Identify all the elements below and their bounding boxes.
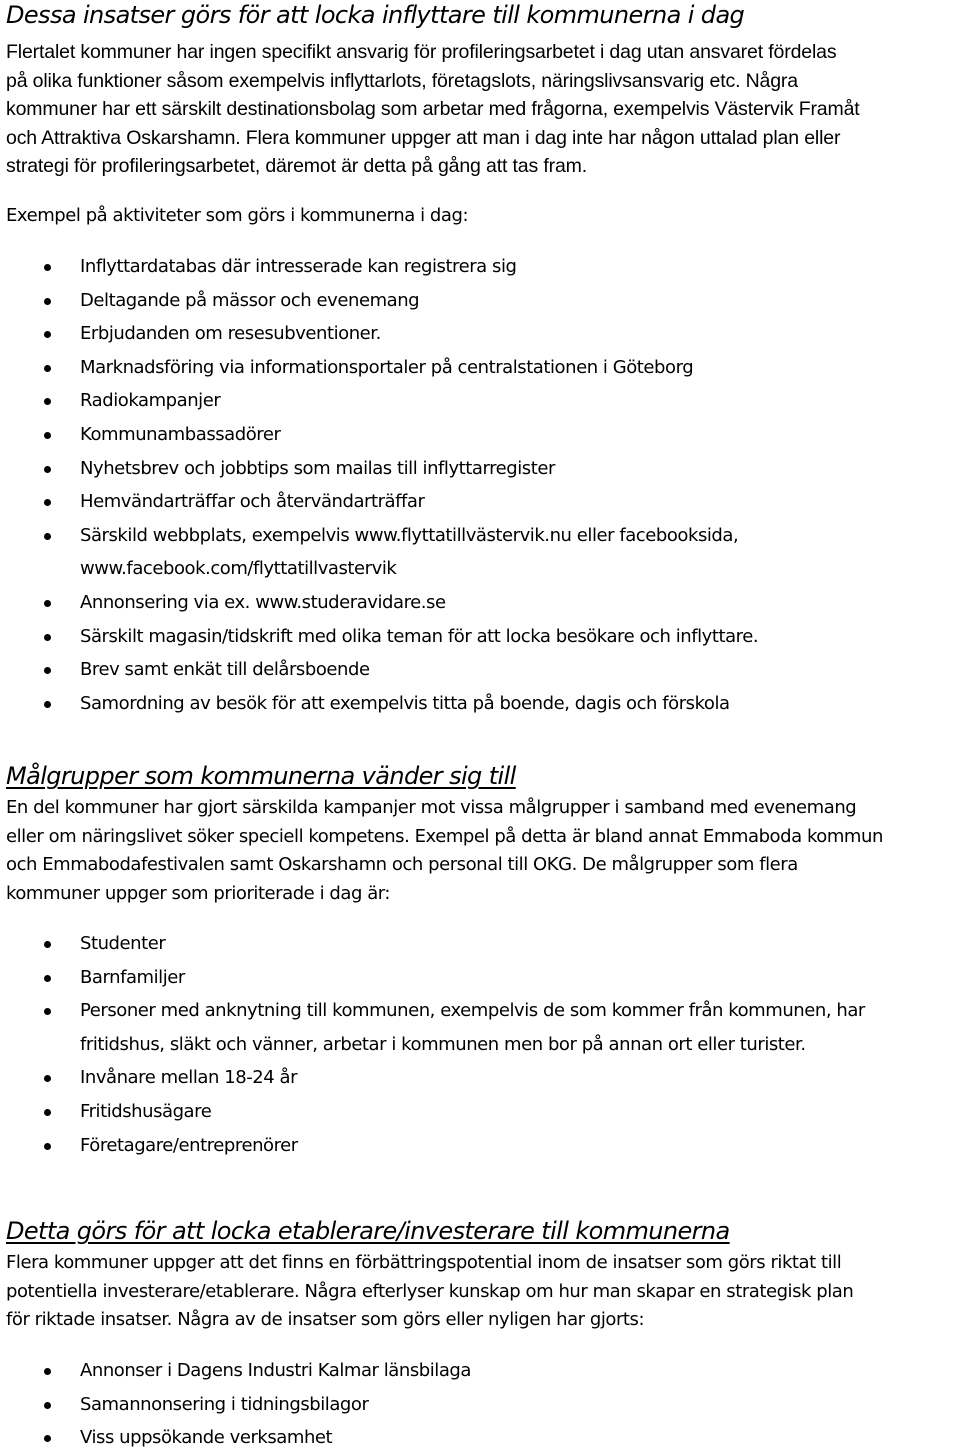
bullet-icon <box>44 941 51 948</box>
list-item: Annonsering via ex. www.studeravidare.se <box>0 586 940 620</box>
list-item: Studenter <box>0 927 940 961</box>
bullet-icon <box>44 634 51 641</box>
bullet-icon <box>44 432 51 439</box>
list-item: Viss uppsökande verksamhet <box>0 1421 471 1455</box>
paragraph-line: Flera kommuner uppger att det finns en förbättringspotential inom de insatser som görs riktat till <box>6 1252 842 1273</box>
list-item: Särskild webbplats, exempelvis www.flyttatillvästervik.nu eller facebooksida, www.facebook.com/flyttatillvastervik <box>0 519 940 586</box>
paragraph-line: kommuner uppger som prioriterade i dag är: <box>6 882 391 904</box>
bullet-icon <box>44 264 51 271</box>
list-item: Inflyttardatabas där intresserade kan registrera sig <box>0 250 940 284</box>
bullet-icon <box>44 533 51 540</box>
list-item: Marknadsföring via informationsportaler på centralstationen i Göteborg <box>0 351 940 385</box>
list-item: Personer med anknytning till kommunen, exempelvis de som kommer från kommunen, har fritidshus, släkt och vänner, arbetar i kommunen men bor på annan ort eller turister. <box>0 994 940 1061</box>
bullet-icon <box>44 365 51 372</box>
bullet-icon <box>44 975 51 982</box>
list-item: Brev samt enkät till delårsboende <box>0 653 940 687</box>
bullet-icon <box>44 667 51 674</box>
list-item: Samannonsering i tidningsbilagor <box>0 1388 471 1422</box>
paragraph-line: strategi för profileringsarbetet, däremot är detta på gång att tas fram. <box>6 155 588 177</box>
bullet-icon <box>44 499 51 506</box>
list-item: Erbjudanden om resesubventioner. <box>0 317 940 351</box>
list-item: Radiokampanjer <box>0 384 940 418</box>
list-item: Samordning av besök för att exempelvis titta på boende, dagis och förskola <box>0 687 940 721</box>
list-item: Företagare/entreprenörer <box>0 1129 940 1163</box>
list-item: Särskilt magasin/tidskrift med olika teman för att locka besökare och inflyttare. <box>0 620 940 654</box>
list-item: Kommunambassadörer <box>0 418 940 452</box>
bullet-icon <box>44 1143 51 1150</box>
bullet-icon <box>44 1435 51 1442</box>
list-item: Invånare mellan 18-24 år <box>0 1061 940 1095</box>
activities-intro: Exempel på aktiviteter som görs i kommunerna i dag: <box>6 205 469 226</box>
section-heading-malgrupper: Målgrupper som kommunerna vänder sig till <box>6 762 516 790</box>
list-item: Hemvändarträffar och återvändarträffar <box>0 485 940 519</box>
list-item: Fritidshusägare <box>0 1095 940 1129</box>
paragraph-line: potentiella investerare/etablerare. Några efterlyser kunskap om hur man skapar en strategisk plan <box>6 1280 854 1302</box>
target-groups-list <box>0 927 940 1162</box>
paragraph-line: eller om näringslivet söker speciell kompetens. Exempel på detta är bland annat Emmaboda kommun <box>6 825 883 847</box>
list-item: Deltagande på mässor och evenemang <box>0 284 940 318</box>
paragraph-line: Flertalet kommuner har ingen specifikt ansvarig för profileringsarbetet i dag utan ansvaret fördelas <box>6 41 837 63</box>
paragraph-line: kommuner har ett särskilt destinationsbolag som arbetar med frågorna, exempelvis Västervik Framåt <box>6 98 860 120</box>
bullet-icon <box>44 1075 51 1082</box>
bullet-icon <box>44 466 51 473</box>
paragraph-etablerare <box>6 1249 853 1335</box>
paragraph-malgrupper <box>6 794 883 908</box>
bullet-icon <box>44 398 51 405</box>
paragraph-line: på olika funktioner såsom exempelvis inflyttarlots, företagslots, näringslivsansvarig etc. Några <box>6 69 798 92</box>
bullet-icon <box>44 298 51 305</box>
list-item: Barnfamiljer <box>0 961 940 995</box>
paragraph-line: och Attraktiva Oskarshamn. Flera kommuner uppger att man i dag inte har någon uttalad plan eller <box>6 126 841 149</box>
bullet-icon <box>44 701 51 708</box>
bullet-icon <box>44 600 51 607</box>
activities-list <box>0 250 940 720</box>
paragraph-line: En del kommuner har gjort särskilda kampanjer mot vissa målgrupper i samband med evenemang <box>6 797 857 818</box>
section-heading-inflyttare: Dessa insatser görs för att locka inflyttare till kommunerna i dag <box>6 1 745 29</box>
section-heading-etablerare: Detta görs för att locka etablerare/investerare till kommunerna <box>6 1217 730 1245</box>
paragraph-line: för riktade insatser. Några av de insatser som görs eller nyligen har gjorts: <box>6 1309 645 1331</box>
paragraph-profilering <box>6 38 860 181</box>
bullet-icon <box>44 331 51 338</box>
paragraph-line: och Emmabodafestivalen samt Oskarshamn och personal till OKG. De målgrupper som flera <box>6 854 798 876</box>
bullet-icon <box>44 1008 51 1015</box>
bullet-icon <box>44 1402 51 1409</box>
investor-actions-list <box>0 1354 471 1455</box>
bullet-icon <box>44 1109 51 1116</box>
list-item: Annonser i Dagens Industri Kalmar länsbilaga <box>0 1354 471 1388</box>
bullet-icon <box>44 1368 51 1375</box>
list-item: Nyhetsbrev och jobbtips som mailas till inflyttarregister <box>0 452 940 486</box>
